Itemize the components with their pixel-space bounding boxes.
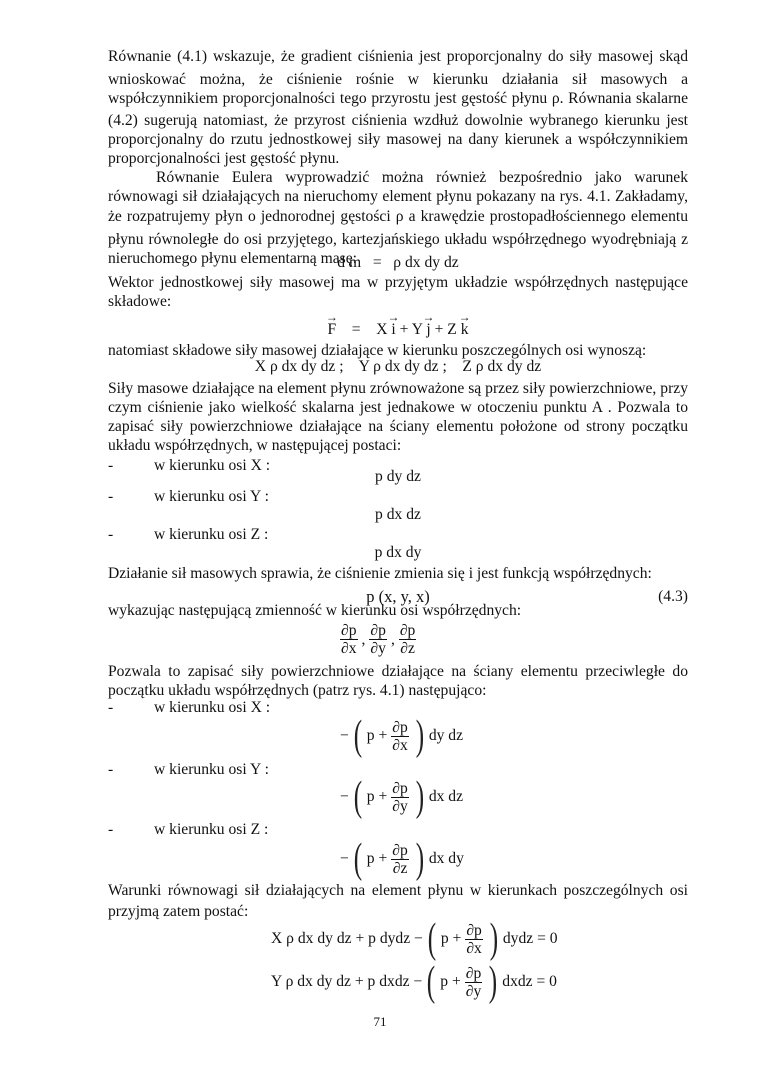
vector-f: → F [328,320,337,340]
direction-y-label: w kierunku osi Y : [154,488,269,505]
text-line: Działanie sił masowych sprawia, że ciśnienie zmienia się i jest funkcją współrzędnych: [108,565,652,582]
text-line: natomiast składowe siły masowej działające w kierunku poszczególnych osi wynoszą: [108,342,647,359]
text-line: wykazując następującą zmienność w kierunku osi współrzędnych: [108,602,522,619]
list-dash: - [108,821,114,838]
fraction-dp-dy: $\frac{\partial p}{\partial y}$ [370,622,386,657]
direction-z-label: w kierunku osi Z : [154,526,269,543]
direction-y-label: w kierunku osi Y : [154,761,269,778]
unit-vector-j: → j [426,320,430,340]
text-line: proporcjonalny do rzutu jednostkowej siły masowej na dany kierunek a współczynnikiem [108,131,688,148]
text-line: Warunki równowagi sił działających na element płynu w kierunkach poszczególnych osi [108,882,688,899]
unit-vector-i: → i [391,320,395,340]
text-line: przyjmą zatem postać: [108,903,249,920]
text-line: Pozwala to zapisać siły powierzchniowe działające na ściany elementu przeciwległe do [108,663,688,680]
opposite-force-z: − ( p + $\frac{\partial p}{\partial z}$ ) dx dy [340,836,464,882]
fraction-dp-dx: $\frac{\partial p}{\partial x}$ [341,622,357,657]
text-line: Równanie (4.1) wskazuje, że gradient ciśnienia jest proporcjonalny do siły masowej skąd [108,48,688,65]
opposite-force-x: − ( p + $\frac{\partial p}{\partial x}$ ) dy dz [340,713,464,759]
text-line: Równanie Eulera wyprowadzić można również bezpośrednio jako warunek [156,169,688,186]
surface-force-z: p dx dy [374,544,422,561]
equation-pressure-function: p (x, y, x) [366,587,430,606]
text-line: czym ciśnienie jako wielkość skalarna jest jednakowe w otoczeniu punktu A . Pozwala to [108,399,688,416]
list-dash: - [108,699,114,716]
direction-z-label: w kierunku osi Z : [154,821,269,838]
direction-x-label: w kierunku osi X : [154,457,271,474]
text-line: proporcjonalności jest gęstość płynu. [108,150,340,167]
text-line: że rozpatrujemy płyn o jednorodnej gęstości ρ a krawędzie prostopadłościennego elementu [108,208,688,225]
text-line: początku układu współrzędnych (patrz rys. 4.1) następująco: [108,682,487,699]
text-line: układu współrzędnych, w następującej postaci: [108,437,402,454]
opposite-force-y: − ( p + $\frac{\partial p}{\partial y}$ ) dx dz [340,774,464,820]
fraction-dp-dz: $\frac{\partial p}{\partial z}$ [399,622,416,657]
separator: , [361,630,366,648]
text-line: wnioskować można, że ciśnienie rośnie w kierunku działania sił masowych a [108,71,688,88]
text-line: nieruchomego płynu elementarną masę: [108,250,357,267]
pressure-gradient-equation [338,622,418,657]
equals-sign: = [351,321,361,338]
balance-equation-x: X ρ dx dy dz + p dydz − ( p + $\frac{\partial p}{\partial x}$ ) dydz = 0 [271,916,558,962]
surface-force-y: p dx dz [375,506,421,523]
direction-x-label: w kierunku osi X : [154,699,271,716]
text-line: Siły masowe działające na element płynu zrównoważone są przez siły powierzchniowe, przy [108,380,688,397]
equation-number: (4.3) [658,588,688,605]
list-dash: - [108,457,114,474]
equation-mass-element: d m = ρ dx dy dz [337,254,459,271]
list-dash: - [108,488,114,505]
equation-force-vector [108,320,688,340]
balance-equation-y: Y ρ dx dy dz + p dxdz − ( p + $\frac{\partial p}{\partial y}$ ) dxdz = 0 [271,959,557,1005]
text-line: (4.2) sugerują natomiast, że przyrost ciśnienia wzdłuż dowolnie wybranego kierunku jest [108,112,688,129]
unit-vector-k: → k [461,320,469,340]
equation-mass-forces: X ρ dx dy dz ; Y ρ dx dy dz ; Z ρ dx dy dz [254,358,542,375]
text-line: zapisać siły powierzchniowe działające na ściany elementu położone od strony początku [108,418,688,435]
eq-term: + Z [434,321,457,338]
text-line: płynu równoległe do osi przyjętego, kartezjańskiego układu współrzędnego wyodrębniają z [108,231,688,248]
list-dash: - [108,526,114,543]
eq-term: + Y [399,321,423,338]
text-line: składowe: [108,293,172,310]
eq-term: X [376,321,388,338]
text-line: współczynnikiem proporcjonalności tego przyrostu jest gęstość płynu ρ. Równania skalarne [108,90,688,107]
separator: , [390,630,395,648]
surface-force-x: p dy dz [375,468,421,485]
page-number: 71 [373,1014,387,1029]
text-line: równowagi sił działających na nieruchomy element płynu pokazany na rys. 4.1. Zakładamy, [108,188,688,205]
text-line: Wektor jednostkowej siły masowej ma w przyjętym układzie współrzędnych następujące [108,274,688,291]
list-dash: - [108,761,114,778]
